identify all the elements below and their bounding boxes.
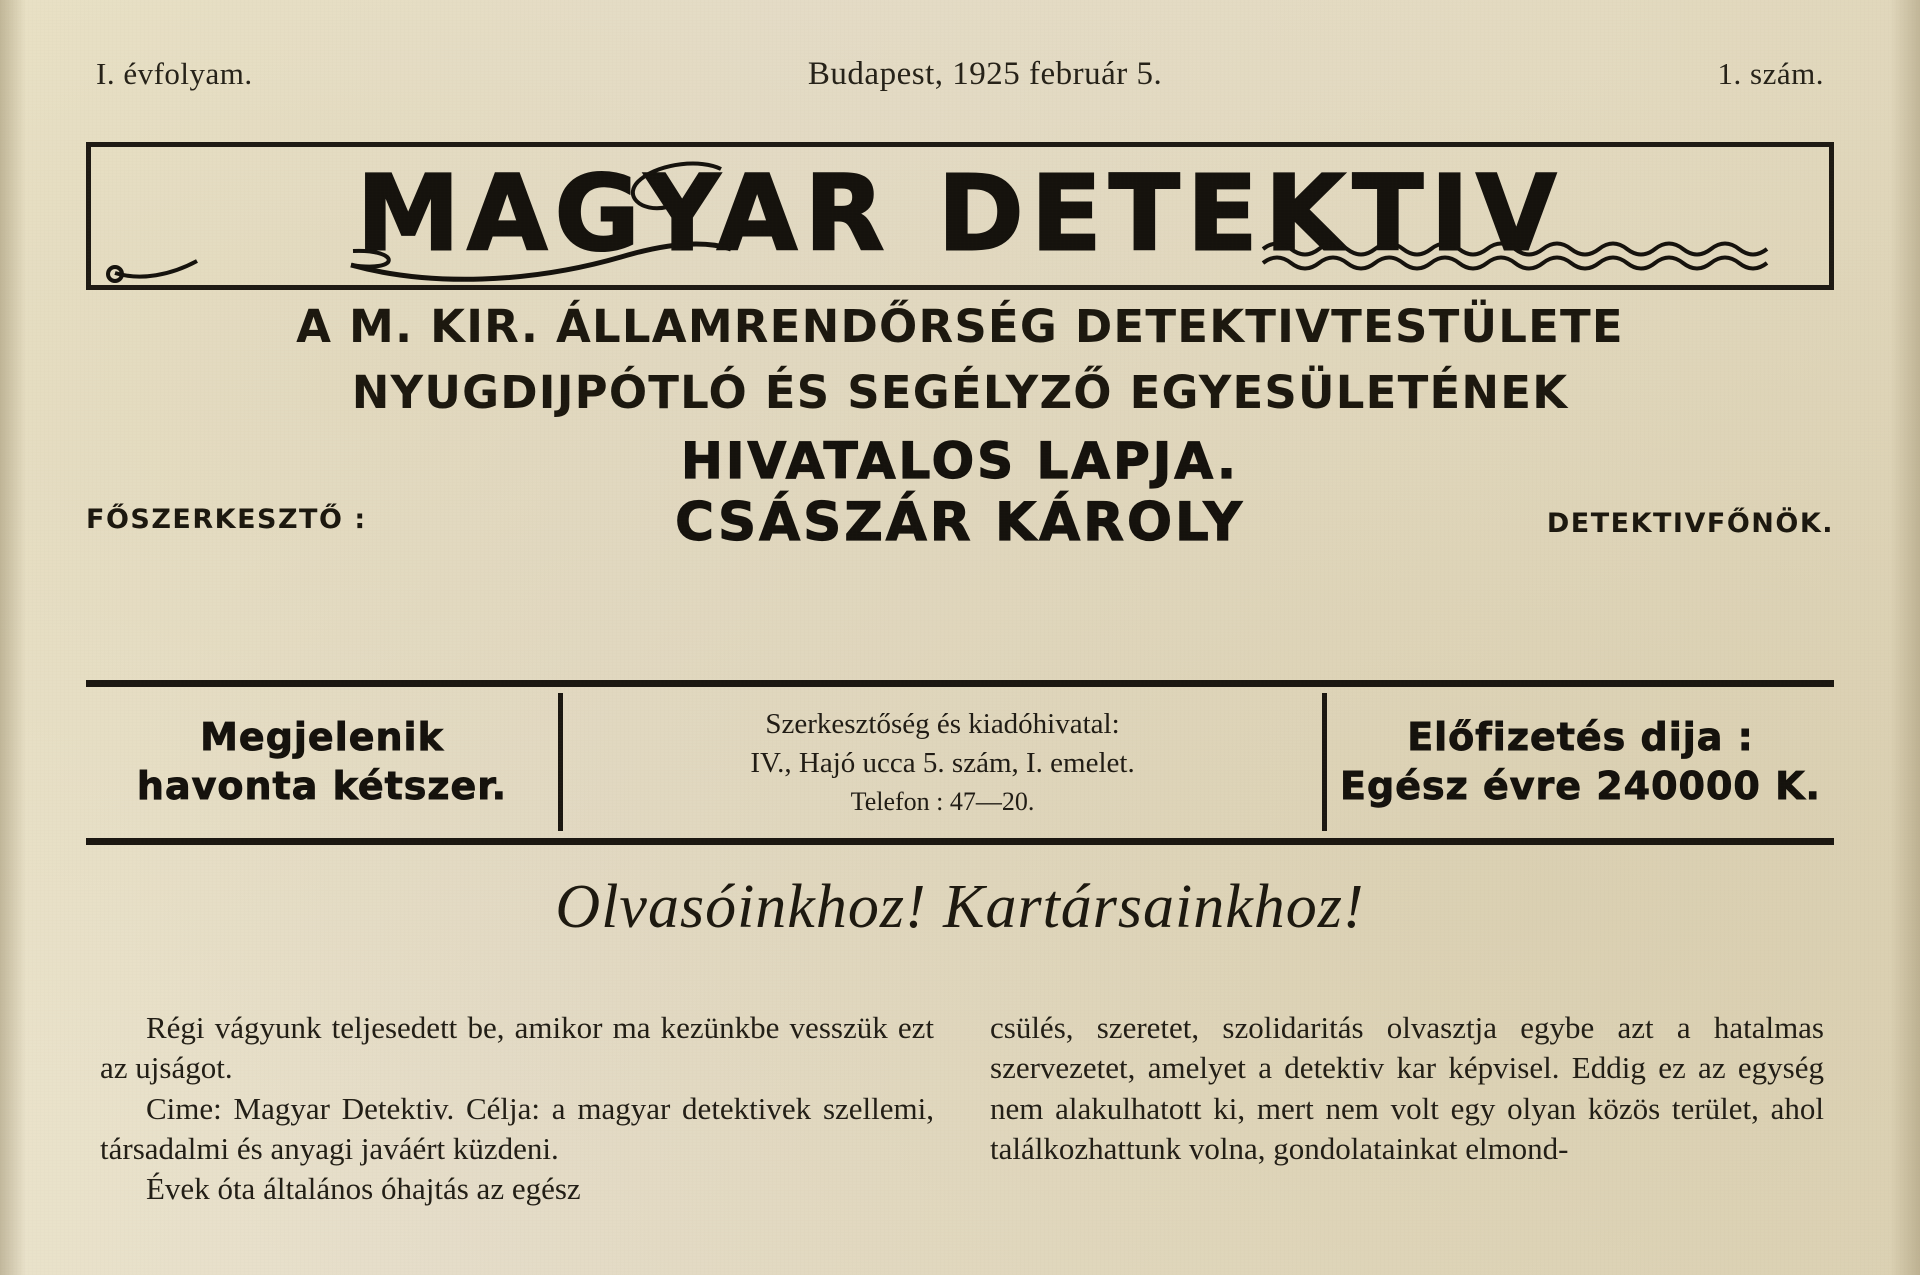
article-column-right bbox=[990, 1008, 1824, 1275]
article-headline: Olvasóinkhoz! Kartársainkhoz! bbox=[555, 873, 1365, 941]
infobar-frequency-cell bbox=[86, 693, 558, 831]
frequency-line-2: havonta kétszer. bbox=[136, 764, 508, 808]
masthead-word-detektiv: DETEKTIV bbox=[937, 152, 1564, 275]
masthead-word-magyar: MAGYAR bbox=[356, 152, 892, 275]
subscription-line-1: Előfizetés dija : bbox=[1407, 715, 1754, 760]
infobar-subscription-cell bbox=[1327, 693, 1834, 831]
infobar-rule-bottom bbox=[86, 838, 1834, 845]
paragraph: csülés, szeretet, szolidaritás olvasztja egybe azt a hatalmas szervezetet, amelyet a detektiv kar képvisel. Eddig ez az egység nem alakulhatott ki, mert nem volt egy olyan közös terület, ahol találkozhattunk volna, gondolatainkat elmond- bbox=[990, 1010, 1824, 1166]
editor-row bbox=[86, 492, 1834, 553]
page-edge-shadow-left bbox=[0, 0, 26, 1275]
infobar-office-cell bbox=[558, 693, 1327, 831]
page-edge-shadow-right bbox=[1890, 0, 1920, 1275]
masthead-box bbox=[86, 142, 1834, 290]
article-body bbox=[100, 1008, 1824, 1275]
paragraph: Cime: Magyar Detektiv. Célja: a magyar detektivek szellemi, társadalmi és anyagi javáért küzdeni. bbox=[100, 1090, 934, 1166]
volume-label: I. évfolyam. bbox=[96, 56, 253, 91]
infobar-rule-top bbox=[86, 680, 1834, 687]
place-date-label: Budapest, 1925 február 5. bbox=[807, 56, 1163, 92]
office-line-2: IV., Hajó ucca 5. szám, I. emelet. bbox=[750, 747, 1135, 780]
masthead-title bbox=[91, 153, 1829, 275]
office-phone: Telefon : 47—20. bbox=[850, 786, 1035, 816]
editor-label: FŐSZERKESZTŐ : bbox=[86, 504, 367, 535]
frequency-line-1: Megjelenik bbox=[200, 715, 444, 760]
article-column-left bbox=[100, 1008, 934, 1275]
issue-header bbox=[96, 56, 1824, 93]
subscription-line-2: Egész évre 240000 K. bbox=[1340, 764, 1821, 808]
issue-number-label: 1. szám. bbox=[1717, 56, 1824, 91]
paragraph: Régi vágyunk teljesedett be, amikor ma kezünkbe vesszük ezt az ujságot. bbox=[100, 1010, 934, 1086]
office-line-1: Szerkesztőség és kiadóhivatal: bbox=[765, 708, 1120, 741]
infobar bbox=[86, 693, 1834, 831]
masthead-subtitle-line-1: A M. KIR. ÁLLAMRENDŐRSÉG DETEKTIVTESTÜLETE bbox=[296, 300, 1624, 353]
editor-role: DETEKTIVFŐNÖK. bbox=[1546, 508, 1834, 539]
masthead-subtitle-line-3: HIVATALOS LAPJA. bbox=[681, 432, 1239, 490]
editor-name: CSÁSZÁR KÁROLY bbox=[675, 492, 1245, 553]
masthead-subtitle-line-2: NYUGDIJPÓTLÓ ÉS SEGÉLYZŐ EGYESÜLETÉNEK bbox=[351, 366, 1569, 419]
paragraph: Évek óta általános óhajtás az egész bbox=[146, 1171, 581, 1207]
